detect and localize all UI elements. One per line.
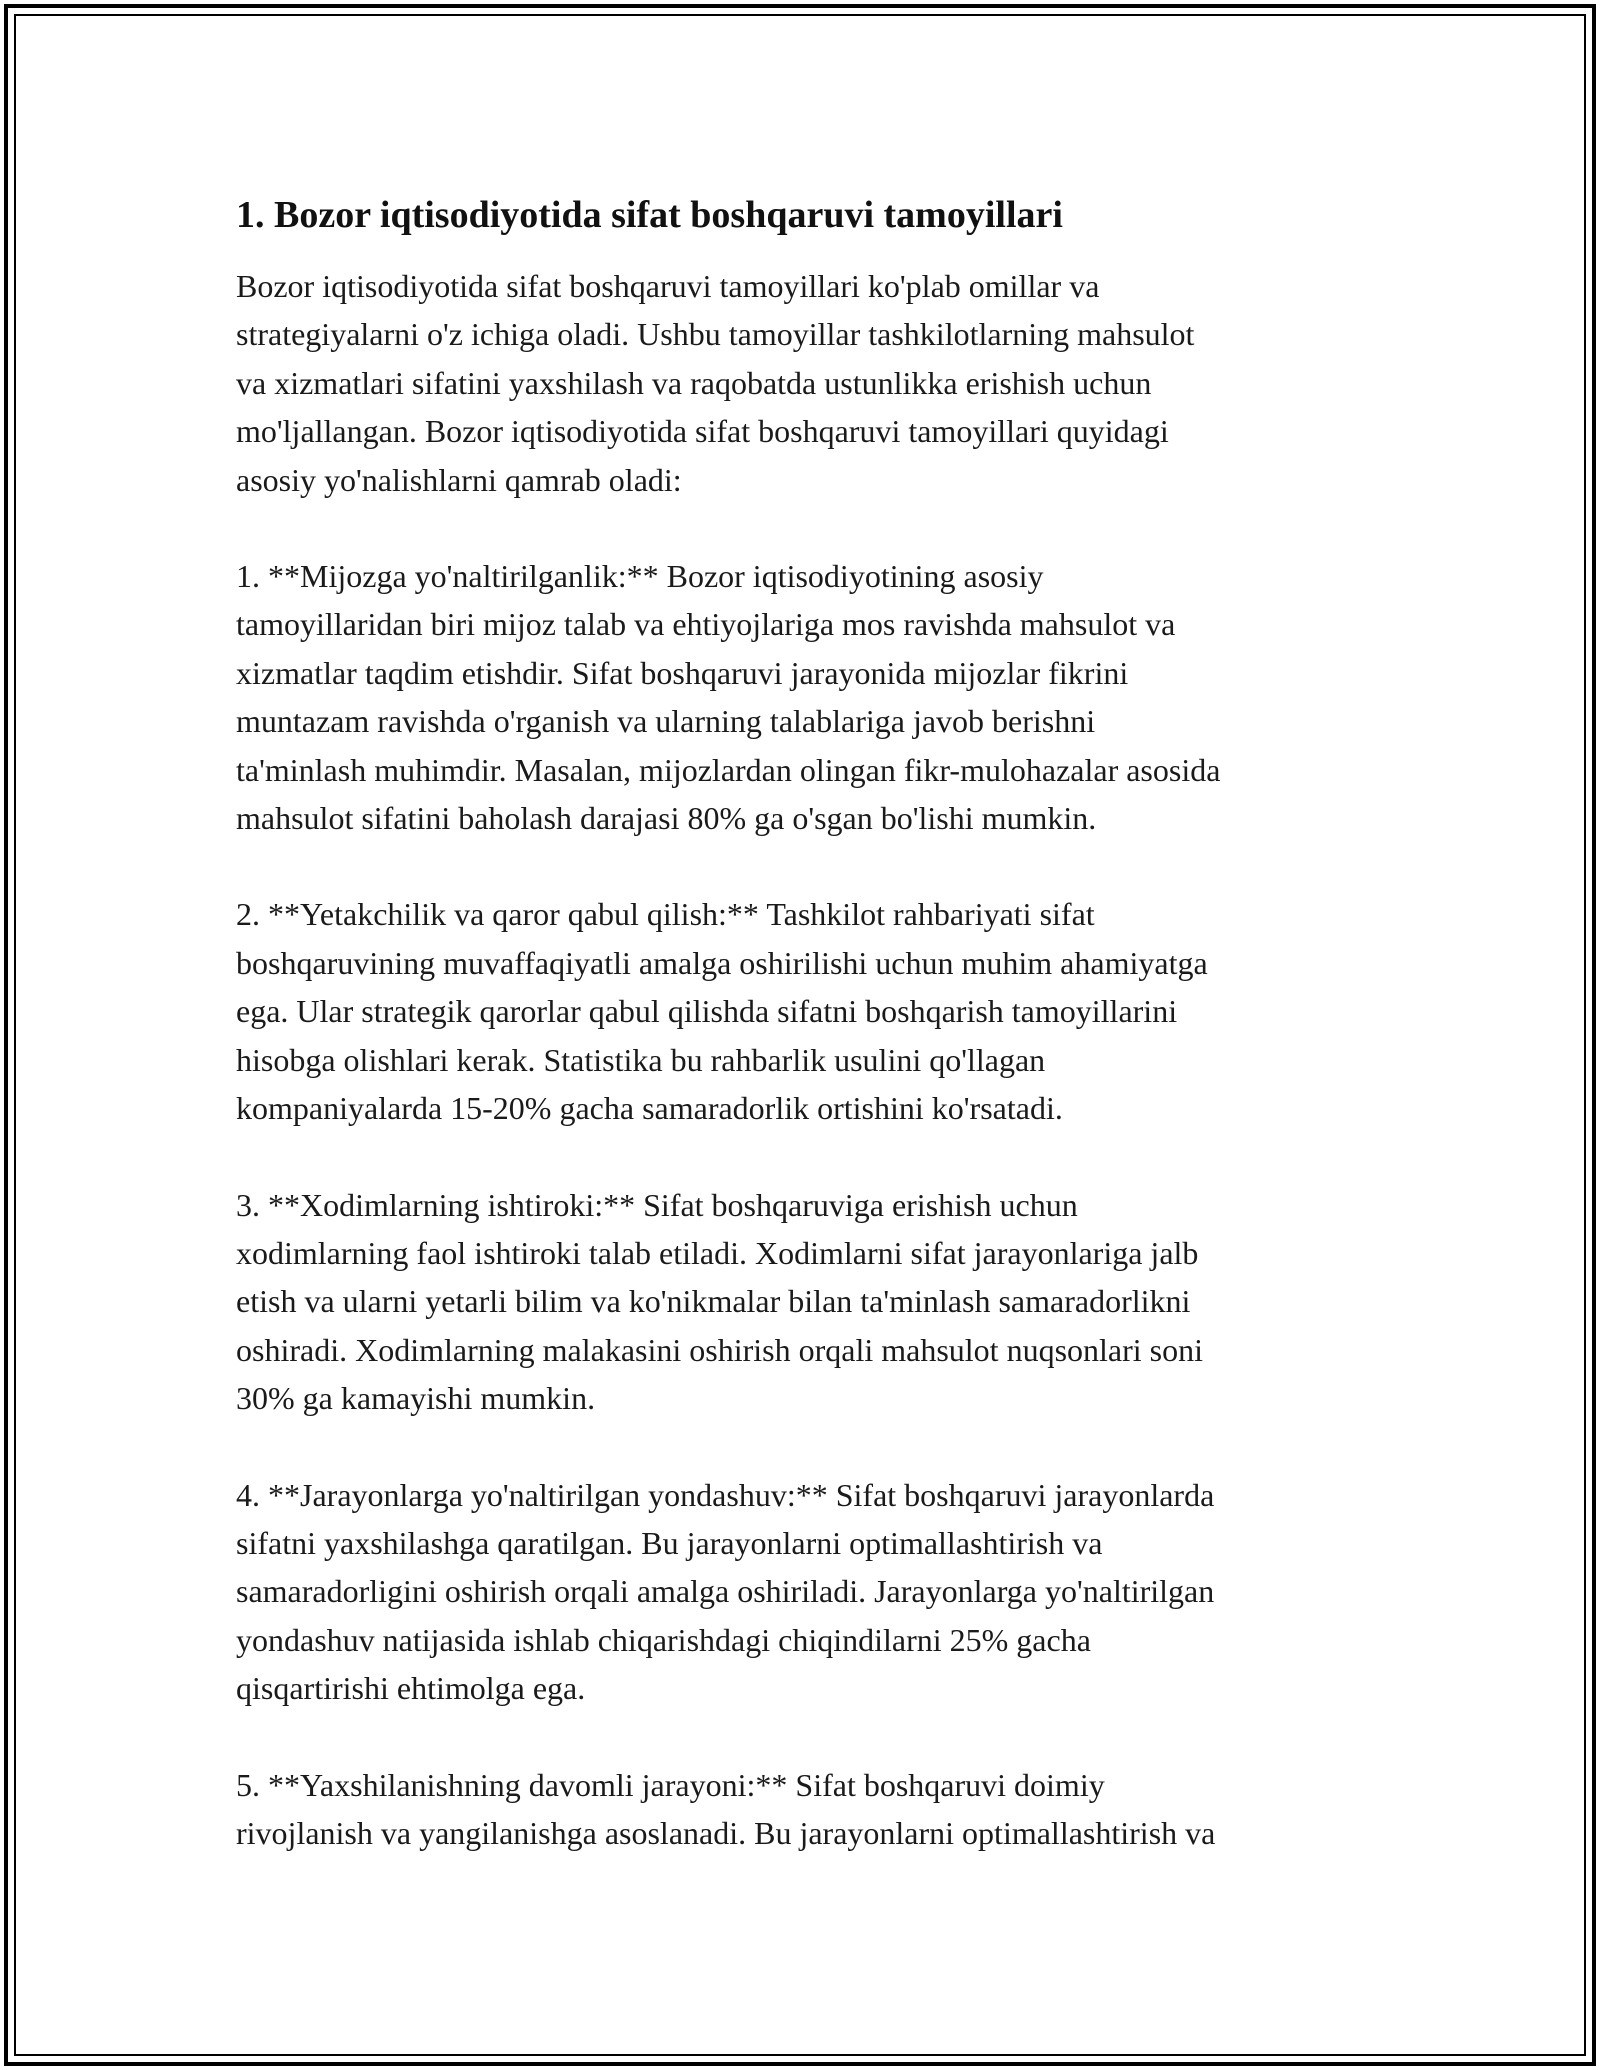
intro-paragraph — [236, 262, 1376, 504]
item-line: rivojlanish va yangilanishga asoslanadi. Bu jarayonlarni optimallashtirish va — [236, 1814, 1216, 1851]
item-line: sifatni yaxshilashga qaratilgan. Bu jarayonlarni optimallashtirish va — [236, 1524, 1103, 1561]
item-line: 1. **Mijozga yo'naltirilganlik:** Bozor iqtisodiyotining asosiy — [236, 558, 1044, 595]
item-line: ta'minlash muhimdir. Masalan, mijozlardan olingan fikr-mulohazalar asosida — [236, 751, 1221, 788]
item-line: boshqaruvining muvaffaqiyatli amalga oshirilishi uchun muhim ahamiyatga — [236, 944, 1208, 981]
principle-item-1 — [236, 552, 1376, 842]
item-line: mahsulot sifatini baholash darajasi 80% ga o'sgan bo'lishi mumkin. — [236, 800, 1097, 837]
item-line: tamoyillaridan biri mijoz talab va ehtiyojlariga mos ravishda mahsulot va — [236, 606, 1176, 643]
item-line: 30% ga kamayishi mumkin. — [236, 1380, 596, 1417]
principle-item-5 — [236, 1761, 1376, 1858]
item-line: oshiradi. Xodimlarning malakasini oshirish orqali mahsulot nuqsonlari soni — [236, 1331, 1203, 1368]
intro-line: mo'ljallangan. Bozor iqtisodiyotida sifat boshqaruvi tamoyillari quyidagi — [236, 413, 1169, 450]
principle-item-3 — [236, 1181, 1376, 1423]
item-line: qisqartirishi ehtimolga ega. — [236, 1670, 586, 1707]
item-line: 5. **Yaxshilanishning davomli jarayoni:** Sifat boshqaruvi doimiy — [236, 1766, 1105, 1803]
intro-line: Bozor iqtisodiyotida sifat boshqaruvi tamoyillari ko'plab omillar va — [236, 268, 1100, 304]
item-line: xodimlarning faol ishtiroki talab etiladi. Xodimlarni sifat jarayonlariga jalb — [236, 1234, 1199, 1271]
item-line: muntazam ravishda o'rganish va ularning talablariga javob berishni — [236, 703, 1096, 740]
intro-line: asosiy yo'nalishlarni qamrab oladi: — [236, 461, 682, 498]
principle-item-2 — [236, 890, 1376, 1132]
item-line: 2. **Yetakchilik va qaror qabul qilish:** Tashkilot rahbariyati sifat — [236, 896, 1095, 933]
item-line: samaradorligini oshirish orqali amalga oshiriladi. Jarayonlarga yo'naltirilgan — [236, 1573, 1215, 1610]
section-title: 1. Bozor iqtisodiyotida sifat boshqaruvi tamoyillari — [236, 194, 1063, 236]
item-line: 4. **Jarayonlarga yo'naltirilgan yondashuv:** Sifat boshqaruvi jarayonlarda — [236, 1476, 1215, 1513]
intro-line: va xizmatlari sifatini yaxshilash va raqobatda ustunlikka erishish uchun — [236, 364, 1152, 401]
item-line: hisobga olishlari kerak. Statistika bu rahbarlik usulini qo'llagan — [236, 1041, 1046, 1078]
principle-item-4 — [236, 1471, 1376, 1713]
item-line: etish va ularni yetarli bilim va ko'nikmalar bilan ta'minlash samaradorlikni — [236, 1283, 1191, 1320]
document-body — [236, 188, 1376, 1905]
intro-line: strategiyalarni o'z ichiga oladi. Ushbu tamoyillar tashkilotlarning mahsulot — [236, 316, 1195, 353]
item-line: ega. Ular strategik qarorlar qabul qilishda sifatni boshqarish tamoyillarini — [236, 993, 1178, 1030]
item-line: xizmatlar taqdim etishdir. Sifat boshqaruvi jarayonida mijozlar fikrini — [236, 654, 1129, 691]
item-line: 3. **Xodimlarning ishtiroki:** Sifat boshqaruviga erishish uchun — [236, 1186, 1078, 1223]
item-line: kompaniyalarda 15-20% gacha samaradorlik ortishini ko'rsatadi. — [236, 1090, 1063, 1127]
item-line: yondashuv natijasida ishlab chiqarishdagi chiqindilarni 25% gacha — [236, 1621, 1091, 1658]
